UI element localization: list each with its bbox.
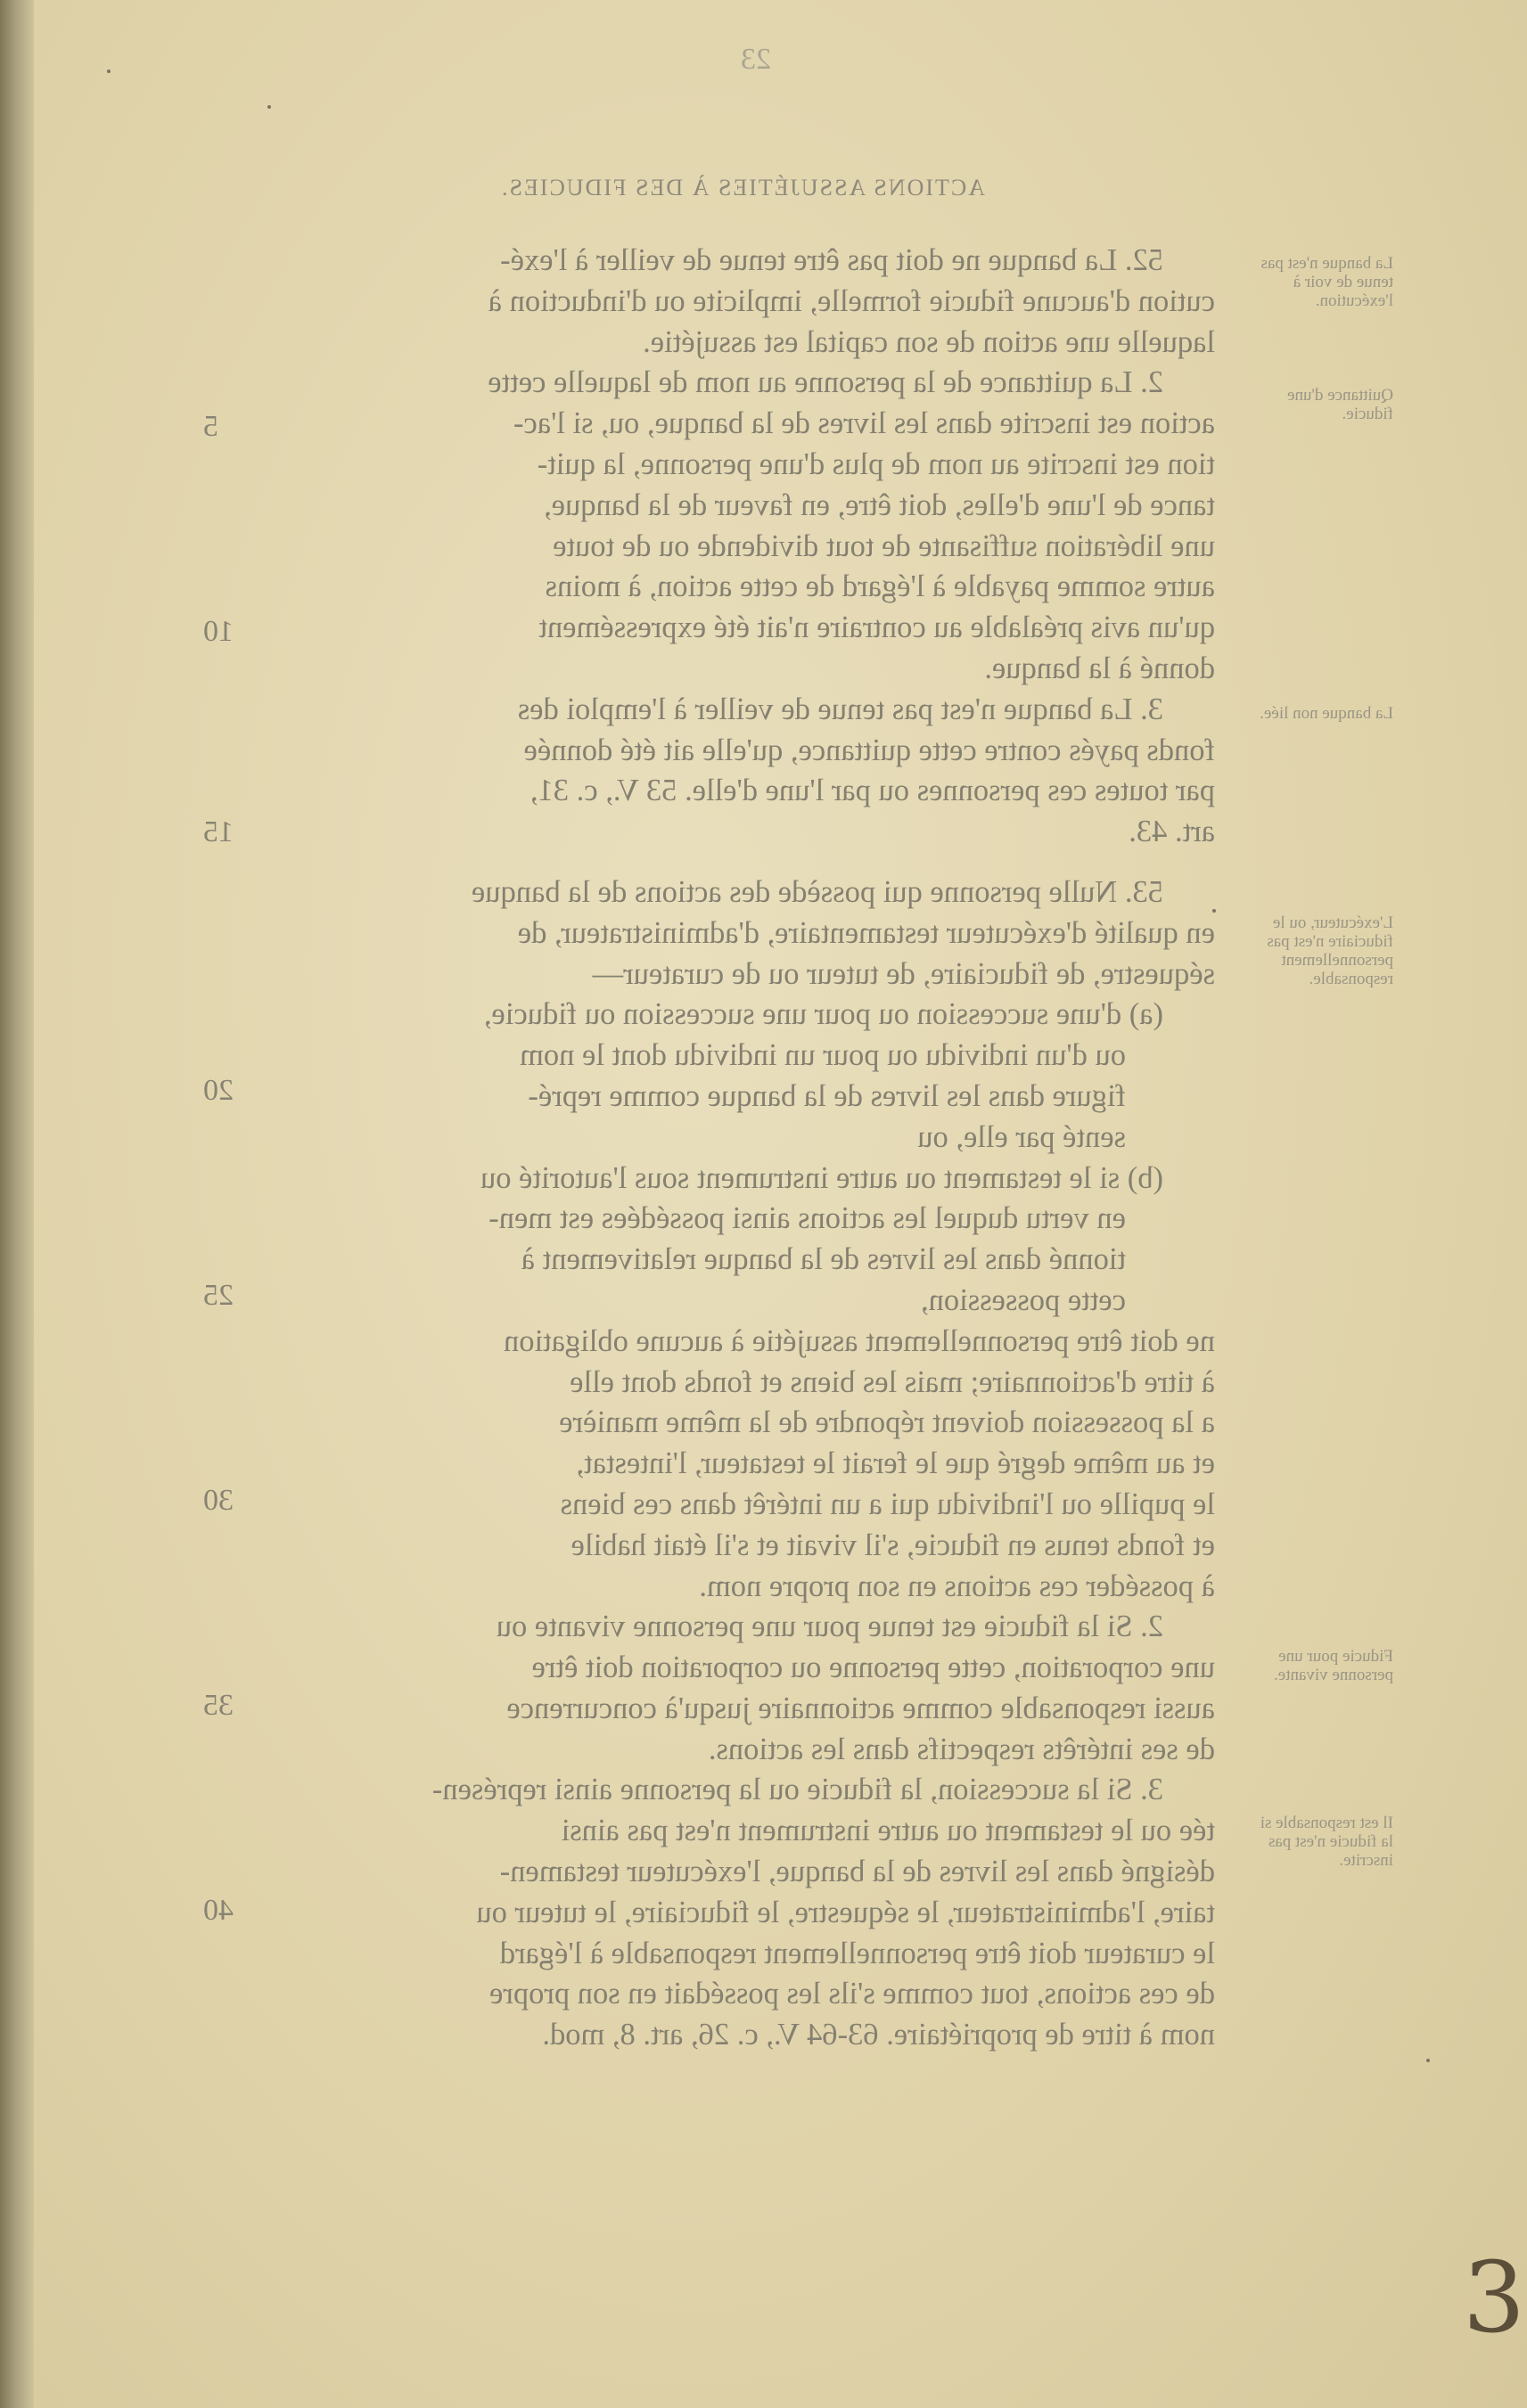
corner-mark: 3 xyxy=(1463,2240,1525,2355)
margin-note: La banque non liée. xyxy=(1260,704,1393,723)
text-line: tion est inscrite au nom de plus d'une personne, la quit- xyxy=(537,446,1215,481)
text-line: une corporation, cette personne ou corporation doit être xyxy=(531,1650,1215,1685)
text-line: donné à la banque. xyxy=(984,651,1215,685)
text-line: à posséder ces actions en son propre nom. xyxy=(699,1568,1215,1603)
text-line: et au même degré que le ferait le testateur, l'intestat, xyxy=(576,1446,1215,1481)
text-line: en qualité d'exécuteur testamentaire, d'administrateur, de xyxy=(517,915,1215,950)
text-line: 53. Nulle personne qui possède des actions de la banque xyxy=(471,874,1163,909)
text-line: 2. Si la fiducie est tenue pour une personne vivante ou xyxy=(496,1609,1163,1644)
text-line: désigné dans les livres de la banque, l'exécuteur testamen- xyxy=(499,1855,1215,1889)
body-text xyxy=(306,241,1215,2056)
text-line: aussi responsable comme actionnaire jusqu'à concurrence xyxy=(506,1691,1215,1725)
text-line: fonds payés contre cette quittance, qu'elle ait été donnée xyxy=(523,733,1215,767)
running-head: ACTIONS ASSUJÉTIES À DES FIDUCIES. xyxy=(500,175,985,201)
margin-note: Il est responsable si la fiducie n'est pas inscrite. xyxy=(1260,1814,1393,1870)
text-line: 3. Si la succession, la fiducie ou la personne ainsi représen- xyxy=(431,1773,1163,1807)
margin-note: Quittance d'une fiducie. xyxy=(1287,386,1393,423)
page-number: 23 xyxy=(741,43,771,76)
margin-note: L'exécuteur, ou le fiduciaire n'est pas personnellement responsable. xyxy=(1267,913,1393,988)
paper-speck xyxy=(267,105,271,109)
text-line: ou d'un individu ou pour un individu dont le nom xyxy=(520,1038,1126,1073)
text-line: le curateur doit être personnellement responsable à l'égard xyxy=(499,1936,1215,1970)
text-line: a la possession doivent répondre de la même manière xyxy=(559,1405,1215,1440)
text-line: tée ou le testament ou autre instrument n'est pas ainsi xyxy=(561,1814,1215,1848)
line-number: 5 xyxy=(203,410,218,443)
paper-speck xyxy=(1426,2059,1430,2062)
line-number: 35 xyxy=(203,1689,234,1722)
text-line: 2. La quittance de la personne au nom de laquelle cette xyxy=(488,365,1163,400)
text-line: (b) si le testament ou autre instrument sous l'autorité ou xyxy=(480,1160,1163,1195)
line-number: 10 xyxy=(203,615,234,648)
text-line: ne doit être personnellement assujétie à aucune obligation xyxy=(503,1323,1215,1358)
line-number: 40 xyxy=(203,1894,234,1927)
text-line: 52. La banque ne doit pas être tenue de veiller à l'exé- xyxy=(500,243,1163,277)
text-line: tance de l'une d'elles, doit être, en faveur de la banque, xyxy=(544,487,1215,522)
text-line: nom à titre de propriétaire. 63-64 V., c. 26, art. 8, mod. xyxy=(542,2018,1215,2052)
text-line: en vertu duquel les actions ainsi possédées est men- xyxy=(488,1201,1126,1236)
line-number: 25 xyxy=(203,1279,234,1312)
margin-note: La banque n'est pas tenue de voir à l'exécution. xyxy=(1260,254,1393,310)
text-line: par toutes ces personnes ou par l'une d'elle. 53 V., c. 31, xyxy=(530,774,1215,808)
text-line: à titre d'actionnaire; mais les biens et fonds dont elle xyxy=(570,1364,1215,1399)
text-line: (a) d'une succession ou pour une succession ou fiducie, xyxy=(483,997,1163,1032)
line-number: 15 xyxy=(203,815,234,848)
text-line: figure dans les livres de la banque comme repré- xyxy=(528,1078,1126,1113)
text-line: taire, l'administrateur, le séquestre, le fiduciaire, le tuteur ou xyxy=(476,1895,1215,1929)
text-line: de ses intérêts respectifs dans les actions. xyxy=(708,1732,1215,1766)
text-line: une libération suffisante de tout dividende ou de toute xyxy=(553,528,1215,563)
text-line: qu'un avis préalable au contraire n'ait été expressément xyxy=(538,610,1215,645)
text-line: laquelle une action de son capital est assujétie. xyxy=(643,324,1215,359)
paper-speck xyxy=(107,70,111,73)
line-number: 30 xyxy=(203,1484,234,1517)
text-line: séquestre, de fiduciaire, de tuteur ou de curateur— xyxy=(592,956,1215,991)
text-line: cution d'aucune fiducie formelle, implicite ou d'induction à xyxy=(488,283,1215,318)
text-line: autre somme payable à l'égard de cette action, à moins xyxy=(545,569,1215,604)
line-number: 20 xyxy=(203,1074,234,1107)
text-line: action est inscrite dans les livres de la banque, ou, si l'ac- xyxy=(513,406,1215,441)
text-line: 3. La banque n'est pas tenue de veiller à l'emploi des xyxy=(517,692,1163,726)
text-line: cette possession, xyxy=(921,1282,1126,1317)
margin-note: Fiducie pour une personne vivante. xyxy=(1273,1647,1393,1684)
text-line: et fonds tenus en fiducie, s'il vivait et s'il était habile xyxy=(571,1528,1215,1562)
text-line: art. 43. xyxy=(1129,815,1215,849)
text-line: de ces actions, tout comme s'ils les possédait en son propre xyxy=(489,1977,1215,2011)
paper-speck xyxy=(1212,909,1216,913)
text-line: tionné dans les livres de la banque relativement à xyxy=(521,1242,1126,1277)
text-line: senté par elle, ou xyxy=(917,1119,1126,1154)
text-line: le pupille ou l'individu qui a un intérêt dans ces biens xyxy=(560,1487,1215,1521)
